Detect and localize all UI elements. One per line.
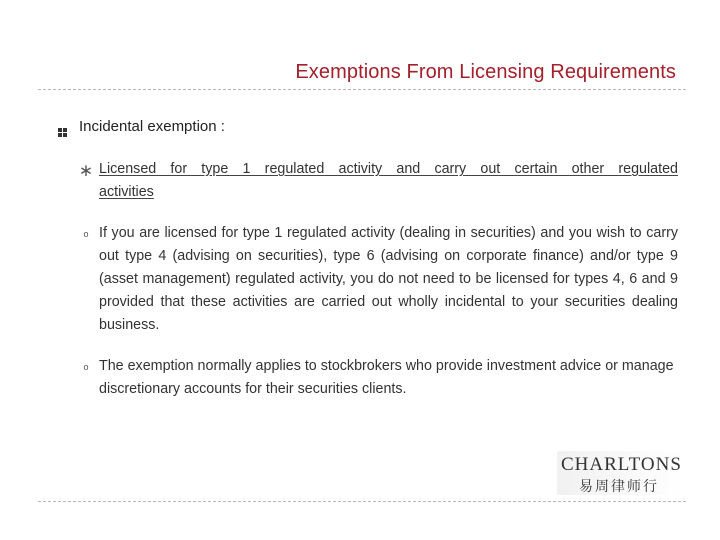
asterisk-bullet-icon: ∗ xyxy=(78,161,94,180)
list-item xyxy=(78,222,678,337)
logo-chinese: 易周律师行 xyxy=(579,479,659,495)
top-divider xyxy=(38,89,686,90)
heading-text: Incidental exemption : xyxy=(79,118,225,135)
square-cluster-bullet-icon xyxy=(58,124,67,133)
underlined-text: Licensed for type 1 regulated activity and carry out certain other regulated activities xyxy=(99,161,678,200)
circle-bullet-icon: o xyxy=(83,229,89,239)
logo-name: CHARLTONS xyxy=(561,454,682,475)
list-item-text: The exemption normally applies to stockbrokers who provide investment advice or manage discretionary accounts for their securities clients. xyxy=(99,358,674,397)
circle-bullet-icon: o xyxy=(83,362,89,372)
bottom-divider xyxy=(38,501,686,502)
list-item-text xyxy=(99,158,678,204)
list-item xyxy=(78,158,678,204)
slide-title: Exemptions From Licensing Requirements xyxy=(295,61,676,83)
list-item-text: If you are licensed for type 1 regulated activity (dealing in securities) and you wish to carry out type 4 (advising on securities), type 6 (advising on corporate finance) and/or type 9 (asset management) regulated activity, you do not need to be licensed for types 4, 6 and 9 provided that these activities are carried out wholly incidental to your securities dealing business. xyxy=(99,225,678,333)
charltons-logo xyxy=(557,451,683,495)
list-item xyxy=(78,355,678,401)
